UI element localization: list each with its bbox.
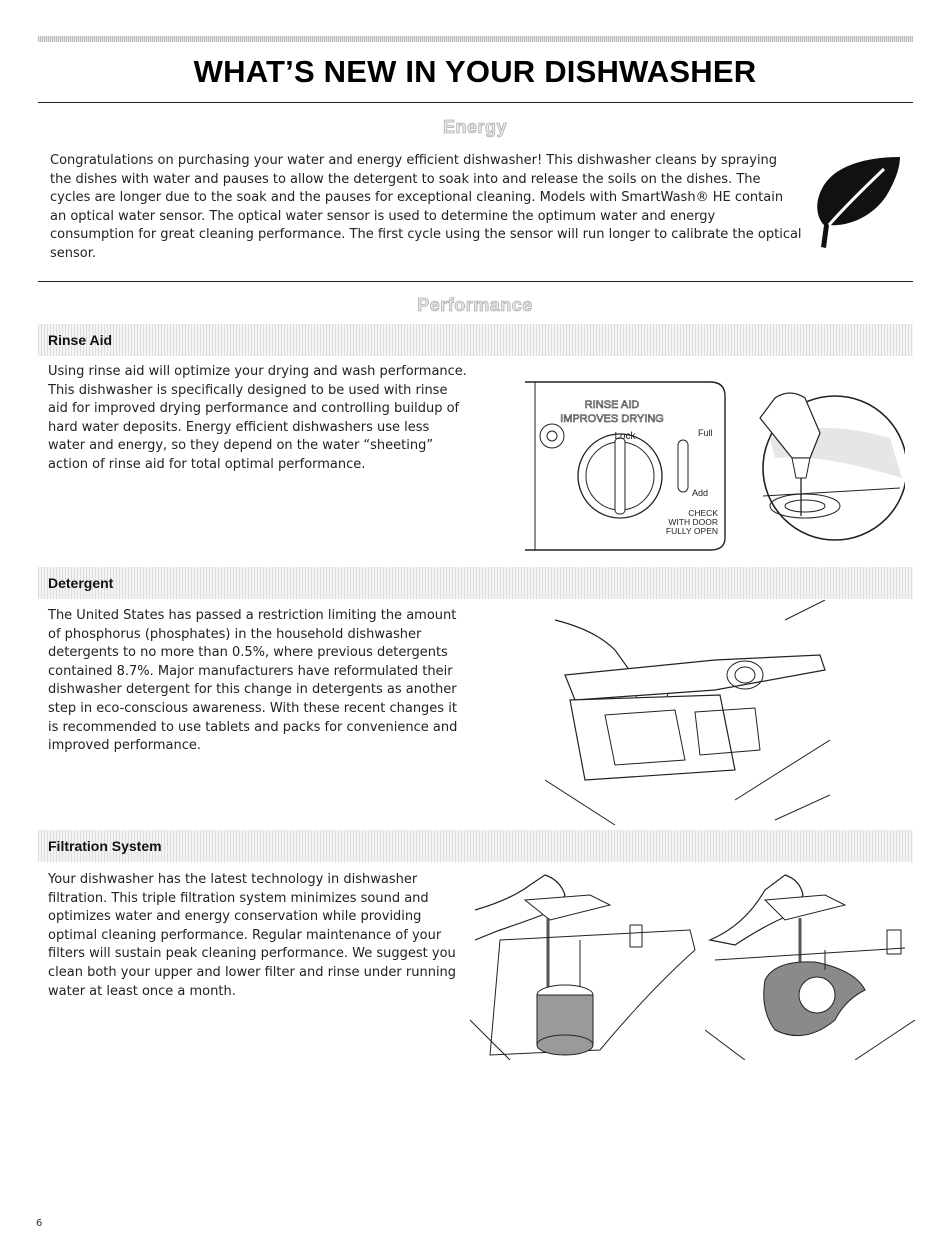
leaf-icon: [812, 155, 902, 250]
page-title: WHAT’S NEW IN YOUR DISHWASHER: [193, 54, 757, 89]
top-decorative-band: [38, 36, 913, 42]
filtration-band: [38, 830, 913, 862]
full-label: Full: [698, 428, 713, 438]
performance-heading: Performance: [417, 295, 533, 315]
lower-filter-rinse-illustration: [705, 870, 915, 1060]
upper-filter-rinse-illustration: [470, 870, 700, 1060]
rinse-aid-dispenser-illustration: [520, 378, 905, 553]
rinse-aid-title: Rinse Aid: [48, 332, 113, 348]
filtration-title: Filtration System: [48, 838, 162, 854]
divider: [38, 102, 913, 103]
filtration-paragraph: Your dishwasher has the latest technology in dishwasher filtration. This triple filtration system minimizes sound and optimizes water and energy conservation while providing optimal cleaning performance. Regular maintenance of your filters will sustain peak cleaning performance. We suggest you clean both your upper and lower filter and rinse under running water at least once a month.: [48, 872, 457, 999]
detergent-tablet-illustration: [545, 600, 830, 825]
detergent-title: Detergent: [48, 575, 114, 591]
energy-paragraph: Congratulations on purchasing your water and energy efficient dishwasher! This dishwasher cleans by spraying the dishes with water and pauses to allow the detergent to soak into and release the soils on the dishes. The cycles are longer due to the soak and the pauses for exceptional cleaning. Models with SmartWash® HE contain an optical water sensor. The optical water sensor is used to determine the optimum water and energy consumption for great cleaning performance. The first cycle using the sensor will run longer to calibrate the optical sensor.: [50, 153, 802, 261]
detergent-band: [38, 567, 913, 599]
lock-label: Lock: [614, 431, 636, 442]
rinse-aid-band: [38, 324, 913, 356]
energy-heading: Energy: [442, 117, 508, 137]
rinse-aid-paragraph: Using rinse aid will optimize your drying and wash performance. This dishwasher is specifically designed to be used with rinse aid for improved drying performance and controlling buildup of hard water deposits. Energy efficient dishwashers use less water and energy, so they depend on the water “sheeting” action of rinse aid for total optimal performance.: [48, 364, 467, 472]
fully-open-label: FULLY OPEN: [665, 526, 718, 536]
add-label: Add: [692, 488, 709, 498]
check-label: CHECK: [688, 508, 718, 518]
detergent-paragraph: The United States has passed a restriction limiting the amount of phosphorus (phosphates) in the household dishwasher detergents to no more than 0.5%, where previous detergents contained 8.7%. Major manufacturers have reformulated their dishwasher detergent for this change in detergents as another step in eco-conscious awareness. With these recent changes it is recommended to use tablets and packs for convenience and improved performance.: [48, 608, 458, 754]
divider: [38, 281, 913, 282]
improves-drying-label: IMPROVES DRYING: [560, 413, 664, 425]
with-door-label: WITH DOOR: [668, 517, 718, 527]
page-number: 6: [36, 1218, 43, 1229]
rinse-aid-label: RINSE AID: [584, 399, 640, 411]
